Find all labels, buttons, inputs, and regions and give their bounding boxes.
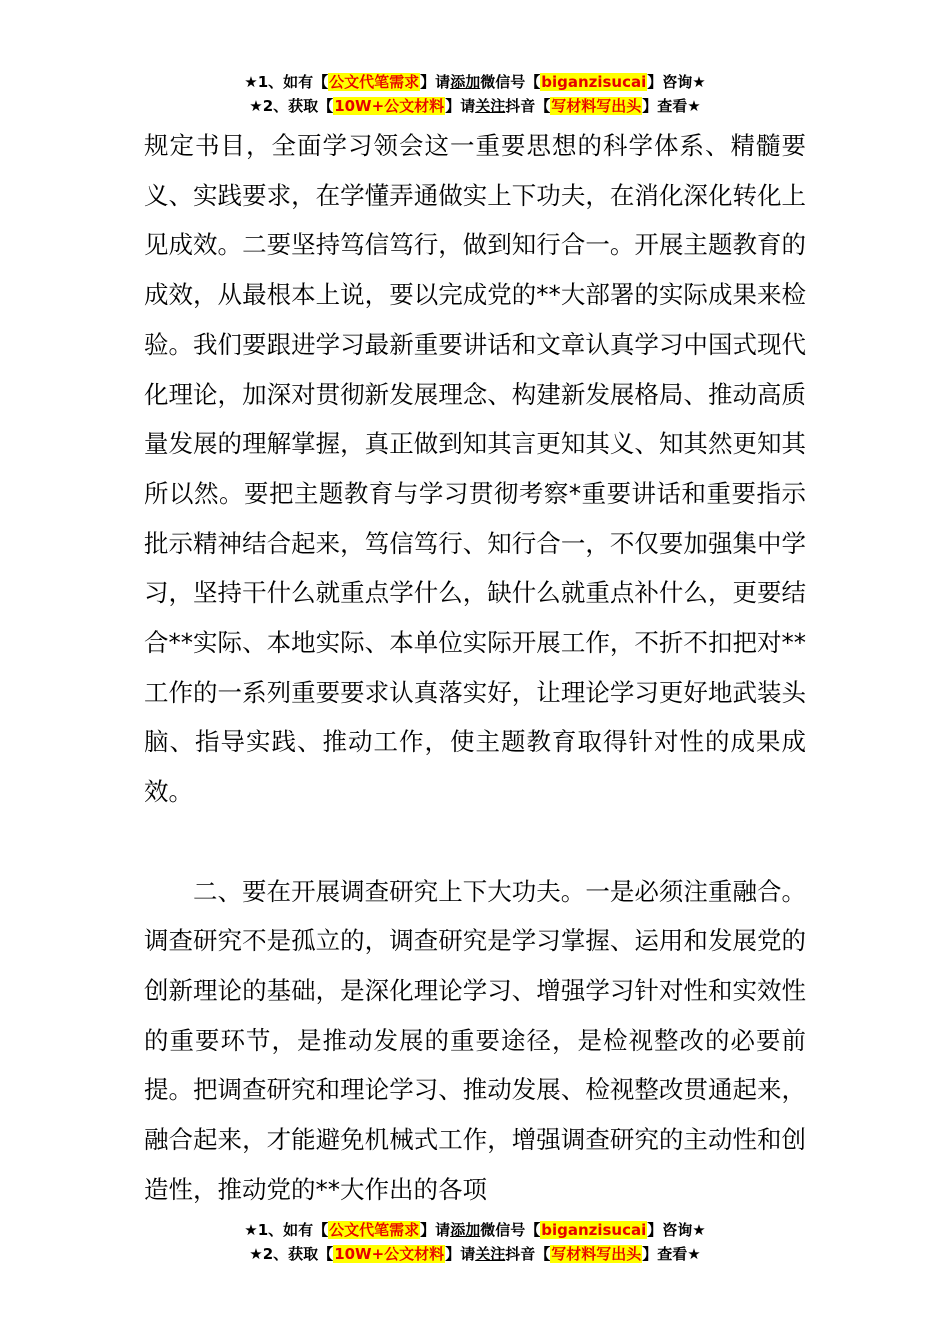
header-line-1-text-c: 微信号【 [480,73,541,91]
footer-banner [0,1218,950,1266]
header-line-1-text-d: 】咨询★ [647,73,706,91]
header-highlight-service: 公文代笔需求 [329,73,420,91]
footer-line-2-emphasis: 关注 [475,1245,506,1263]
footer-line-2-text-b: 】请 [445,1245,476,1263]
header-highlight-materials: 10W+公文材料 [334,97,445,115]
footer-line-2-text-d: 】查看★ [642,1245,701,1263]
body-paragraph-2: 二、要在开展调查研究上下大功夫。一是必须注重融合。调查研究不是孤立的，调查研究是学习掌握、运用和发展党的创新理论的基础，是深化理论学习、增强学习针对性和实效性的重要环节，是推动发展的重要途径，是检视整改的必要前提。把调查研究和理论学习、推动发展、检视整改贯通起来，融合起来，才能避免机械式工作，增强调查研究的主动性和创造性，推动党的**大作出的各项 [144,876,806,1204]
footer-highlight-materials: 10W+公文材料 [334,1245,445,1263]
header-line-1-text-a: ★1、如有【 [244,73,329,91]
header-line-2 [0,94,950,118]
header-highlight-wechat-id: biganzisucai [541,73,647,91]
footer-line-2-text-a: ★2、获取【 [249,1245,334,1263]
header-line-2-text-b: 】请 [445,97,476,115]
footer-highlight-douyin-account: 写材料写出头 [551,1245,642,1263]
header-line-2-text-d: 】查看★ [642,97,701,115]
footer-highlight-wechat-id: biganzisucai [541,1221,647,1239]
footer-line-1-text-a: ★1、如有【 [244,1221,329,1239]
footer-highlight-service: 公文代笔需求 [329,1221,420,1239]
header-line-1-text-b: 】请 [420,73,451,91]
header-line-1-emphasis: 添加 [450,73,481,91]
header-banner [0,70,950,118]
footer-line-2-text-c: 抖音【 [505,1245,551,1263]
footer-line-2 [0,1242,950,1266]
footer-line-1-text-c: 微信号【 [480,1221,541,1239]
footer-line-1-text-b: 】请 [420,1221,451,1239]
footer-line-1-emphasis: 添加 [450,1221,481,1239]
header-line-1 [0,70,950,94]
header-line-2-text-c: 抖音【 [505,97,551,115]
header-highlight-douyin-account: 写材料写出头 [551,97,642,115]
header-line-2-text-a: ★2、获取【 [249,97,334,115]
footer-line-1 [0,1218,950,1242]
header-line-2-emphasis: 关注 [475,97,506,115]
body-paragraph-1: 规定书目，全面学习领会这一重要思想的科学体系、精髓要义、实践要求，在学懂弄通做实上下功夫，在消化深化转化上见成效。二要坚持笃信笃行，做到知行合一。开展主题教育的成效，从最根本上说，要以完成党的**大部署的实际成果来检验。我们要跟进学习最新重要讲话和文章认真学习中国式现代化理论，加深对贯彻新发展理念、构建新发展格局、推动高质量发展的理解掌握，真正做到知其言更知其义、知其然更知其所以然。要把主题教育与学习贯彻考察*重要讲话和重要指示批示精神结合起来，笃信笃行、知行合一，不仅要加强集中学习，坚持干什么就重点学什么，缺什么就重点补什么，更要结合**实际、本地实际、本单位实际开展工作，不折不扣把对**工作的一系列重要要求认真落实好，让理论学习更好地武装头脑、指导实践、推动工作，使主题教育取得针对性的成果成效。 [144,131,806,807]
footer-line-1-text-d: 】咨询★ [647,1221,706,1239]
document-body [144,121,806,1214]
